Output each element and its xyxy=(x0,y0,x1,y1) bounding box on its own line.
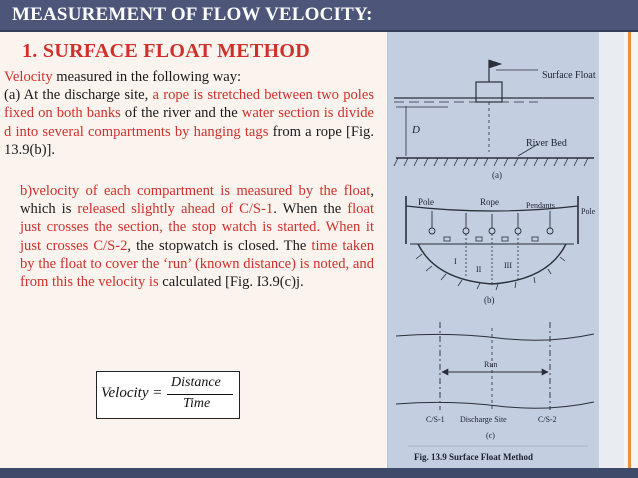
figure-edge xyxy=(599,32,624,468)
formula-lhs: Velocity = xyxy=(101,385,163,401)
label-depth: D xyxy=(412,124,420,136)
paragraph1-run: water section is divide d into several compartments by hanging tags xyxy=(4,105,374,140)
channel-bed-hatch xyxy=(416,254,565,290)
fraction-bar xyxy=(167,394,233,395)
label-section-iii: III xyxy=(504,261,512,270)
caption-b: (b) xyxy=(484,295,495,305)
label-cs-2: C/S-2 xyxy=(538,415,557,424)
paragraph2-run: float just crosses the section, the stop watch is started. When it just crosses C/S-2 xyxy=(20,201,374,254)
paragraph1-run: (a) At the discharge site, xyxy=(4,87,153,104)
paragraph-float-velocity xyxy=(20,182,374,291)
label-discharge-site: Discharge Site xyxy=(460,415,507,424)
paragraph2-run: released slightly ahead of C/S-1 xyxy=(77,201,274,218)
paragraph1-run: a rope is stretched between two poles fixed on both banks xyxy=(4,87,374,122)
label-cs-1: C/S-1 xyxy=(426,415,445,424)
river-bed-hatch xyxy=(394,158,588,166)
caption-a: (a) xyxy=(492,170,502,180)
right-accent xyxy=(624,32,638,468)
figure-b xyxy=(406,196,596,305)
velocity-formula xyxy=(96,371,240,419)
paragraph1-run: Velocity xyxy=(4,69,53,85)
surface-float xyxy=(476,82,502,102)
paragraph-discharge-site xyxy=(4,68,374,159)
formula-denominator: Time xyxy=(183,396,211,411)
slide-footer xyxy=(0,468,638,478)
label-surface-float: Surface Float xyxy=(542,70,596,81)
river-bank-top xyxy=(396,334,594,340)
float-flag-icon xyxy=(489,60,501,68)
figure-a xyxy=(394,60,596,180)
float-markers xyxy=(444,237,538,241)
paragraph2-run: , the stopwatch is closed. The xyxy=(127,237,312,254)
formula-numerator: Distance xyxy=(171,375,221,390)
label-pendants: Pendants xyxy=(526,201,555,210)
pendants xyxy=(429,211,553,234)
accent-bar xyxy=(628,32,631,468)
label-section-i: I xyxy=(454,257,457,266)
paragraph2-run: , which is xyxy=(20,183,374,218)
paragraph1-run: from a rope [Fig. 13.9(b)]. xyxy=(4,123,374,158)
label-rope: Rope xyxy=(480,197,499,207)
paragraph1-run: of the river and the xyxy=(120,105,242,122)
paragraph2-run: time taken by the float to cover the ‘run’ (known distance) is noted, and from this the velocity is xyxy=(20,237,374,291)
river-bank-bottom xyxy=(396,402,594,408)
figure-13-9 xyxy=(387,32,600,468)
slide-title: MEASUREMENT OF FLOW VELOCITY: xyxy=(12,4,373,25)
label-pole-right: Pole xyxy=(581,207,596,216)
label-pole-left: Pole xyxy=(418,197,435,207)
figure-c xyxy=(396,322,594,440)
paragraph2-run: calculated [Fig. I3.9(c)j. xyxy=(158,274,304,291)
compartment-lines xyxy=(466,234,518,284)
method-heading: 1. SURFACE FLOAT METHOD xyxy=(22,40,311,62)
paragraph2-run: b)velocity of each compartment is measured by the float xyxy=(20,183,371,199)
paragraph1-run: measured in the following way: xyxy=(52,69,242,85)
paragraph2-run: . When the xyxy=(273,201,348,218)
caption-c: (c) xyxy=(486,431,495,440)
label-section-ii: II xyxy=(476,265,482,274)
label-run: Run xyxy=(484,360,498,369)
figure-drawing xyxy=(388,32,600,468)
figure-caption: Fig. 13.9 Surface Float Method xyxy=(414,452,533,462)
label-river-bed: River Bed xyxy=(526,138,567,149)
slide-title-bar xyxy=(0,0,638,32)
